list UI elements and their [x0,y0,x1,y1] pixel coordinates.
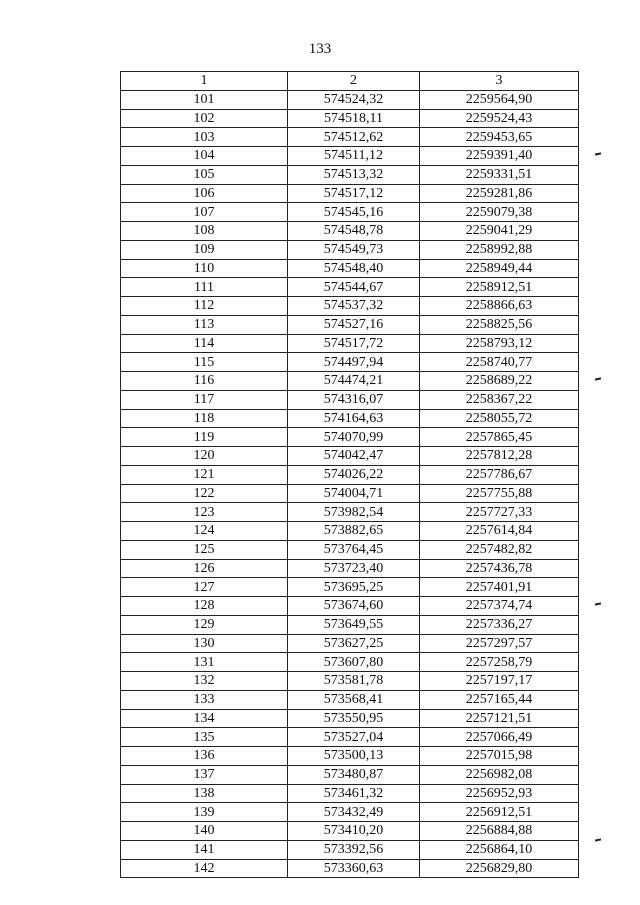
y-coordinate-cell: 2257121,51 [420,709,579,728]
x-coordinate-cell: 573695,25 [288,578,420,597]
point-number-cell: 141 [121,840,288,859]
y-coordinate-cell: 2258992,88 [420,240,579,259]
table-row [121,578,579,597]
point-number-cell: 107 [121,203,288,222]
table-body [121,90,579,878]
x-coordinate-cell: 574004,71 [288,484,420,503]
x-coordinate-cell: 573550,95 [288,709,420,728]
point-number-cell: 130 [121,634,288,653]
table-row [121,203,579,222]
table-row [121,747,579,766]
y-coordinate-cell: 2258866,63 [420,297,579,316]
x-coordinate-cell: 573480,87 [288,765,420,784]
table-row [121,822,579,841]
table-row [121,128,579,147]
table-row [121,840,579,859]
table-row [121,222,579,241]
y-coordinate-cell: 2259331,51 [420,165,579,184]
x-coordinate-cell: 574549,73 [288,240,420,259]
x-coordinate-cell: 574527,16 [288,315,420,334]
table-row [121,728,579,747]
point-number-cell: 120 [121,447,288,466]
table-row [121,765,579,784]
table-row [121,465,579,484]
header-cell-1: 1 [121,72,288,91]
x-coordinate-cell: 573527,04 [288,728,420,747]
point-number-cell: 113 [121,315,288,334]
y-coordinate-cell: 2258367,22 [420,390,579,409]
table-row [121,540,579,559]
point-number-cell: 110 [121,259,288,278]
table-row [121,334,579,353]
point-number-cell: 102 [121,109,288,128]
x-coordinate-cell: 574537,32 [288,297,420,316]
y-coordinate-cell: 2257865,45 [420,428,579,447]
y-coordinate-cell: 2257401,91 [420,578,579,597]
point-number-cell: 112 [121,297,288,316]
y-coordinate-cell: 2258055,72 [420,409,579,428]
y-coordinate-cell: 2257197,17 [420,672,579,691]
point-number-cell: 106 [121,184,288,203]
y-coordinate-cell: 2258793,12 [420,334,579,353]
x-coordinate-cell: 573581,78 [288,672,420,691]
x-coordinate-cell: 573674,60 [288,597,420,616]
table-row [121,109,579,128]
y-coordinate-cell: 2256829,80 [420,859,579,878]
x-coordinate-cell: 573627,25 [288,634,420,653]
page-number: 133 [308,41,332,57]
x-coordinate-cell: 574548,40 [288,259,420,278]
x-coordinate-cell: 574544,67 [288,278,420,297]
table-row [121,90,579,109]
header-row [121,72,579,91]
x-coordinate-cell: 573764,45 [288,540,420,559]
point-number-cell: 109 [121,240,288,259]
y-coordinate-cell: 2259391,40 [420,147,579,166]
point-number-cell: 104 [121,147,288,166]
table-row [121,165,579,184]
y-coordinate-cell: 2258825,56 [420,315,579,334]
point-number-cell: 125 [121,540,288,559]
y-coordinate-cell: 2257297,57 [420,634,579,653]
y-coordinate-cell: 2259079,38 [420,203,579,222]
table-row [121,297,579,316]
y-coordinate-cell: 2257755,88 [420,484,579,503]
x-coordinate-cell: 574316,07 [288,390,420,409]
table-row [121,484,579,503]
x-coordinate-cell: 573607,80 [288,653,420,672]
x-coordinate-cell: 573410,20 [288,822,420,841]
x-coordinate-cell: 574042,47 [288,447,420,466]
table-row [121,447,579,466]
table-row [121,259,579,278]
point-number-cell: 140 [121,822,288,841]
point-number-cell: 135 [121,728,288,747]
point-number-cell: 139 [121,803,288,822]
table-row [121,409,579,428]
y-coordinate-cell: 2257258,79 [420,653,579,672]
point-number-cell: 118 [121,409,288,428]
point-number-cell: 108 [121,222,288,241]
x-coordinate-cell: 573882,65 [288,522,420,541]
x-coordinate-cell: 573392,56 [288,840,420,859]
table-row [121,672,579,691]
y-coordinate-cell: 2257614,84 [420,522,579,541]
table-row [121,653,579,672]
y-coordinate-cell: 2259564,90 [420,90,579,109]
margin-mark [595,377,601,380]
table-row [121,634,579,653]
y-coordinate-cell: 2257786,67 [420,465,579,484]
y-coordinate-cell: 2256884,88 [420,822,579,841]
point-number-cell: 129 [121,615,288,634]
x-coordinate-cell: 574513,32 [288,165,420,184]
table-row [121,709,579,728]
point-number-cell: 133 [121,690,288,709]
x-coordinate-cell: 574517,72 [288,334,420,353]
x-coordinate-cell: 573982,54 [288,503,420,522]
point-number-cell: 124 [121,522,288,541]
table-row [121,859,579,878]
x-coordinate-cell: 573461,32 [288,784,420,803]
point-number-cell: 114 [121,334,288,353]
table-row [121,559,579,578]
x-coordinate-cell: 574026,22 [288,465,420,484]
point-number-cell: 132 [121,672,288,691]
x-coordinate-cell: 573649,55 [288,615,420,634]
point-number-cell: 122 [121,484,288,503]
x-coordinate-cell: 573432,49 [288,803,420,822]
point-number-cell: 126 [121,559,288,578]
y-coordinate-cell: 2258912,51 [420,278,579,297]
header-cell-2: 2 [288,72,420,91]
y-coordinate-cell: 2257812,28 [420,447,579,466]
point-number-cell: 103 [121,128,288,147]
point-number-cell: 116 [121,372,288,391]
table-row [121,315,579,334]
table-row [121,503,579,522]
table-row [121,278,579,297]
table-row [121,428,579,447]
point-number-cell: 119 [121,428,288,447]
y-coordinate-cell: 2259281,86 [420,184,579,203]
x-coordinate-cell: 573568,41 [288,690,420,709]
y-coordinate-cell: 2256864,10 [420,840,579,859]
y-coordinate-cell: 2259524,43 [420,109,579,128]
table-row [121,615,579,634]
point-number-cell: 136 [121,747,288,766]
y-coordinate-cell: 2258740,77 [420,353,579,372]
point-number-cell: 105 [121,165,288,184]
point-number-cell: 111 [121,278,288,297]
y-coordinate-cell: 2257165,44 [420,690,579,709]
table-row [121,372,579,391]
point-number-cell: 121 [121,465,288,484]
x-coordinate-cell: 574164,63 [288,409,420,428]
margin-mark [595,152,601,155]
point-number-cell: 101 [121,90,288,109]
x-coordinate-cell: 574070,99 [288,428,420,447]
y-coordinate-cell: 2258689,22 [420,372,579,391]
x-coordinate-cell: 574524,32 [288,90,420,109]
header-cell-3: 3 [420,72,579,91]
table-header [121,72,579,91]
table-row [121,353,579,372]
table-row [121,690,579,709]
table-row [121,147,579,166]
y-coordinate-cell: 2257436,78 [420,559,579,578]
point-number-cell: 127 [121,578,288,597]
y-coordinate-cell: 2259453,65 [420,128,579,147]
margin-mark [595,838,601,841]
y-coordinate-cell: 2256982,08 [420,765,579,784]
x-coordinate-cell: 574511,12 [288,147,420,166]
point-number-cell: 134 [121,709,288,728]
x-coordinate-cell: 574518,11 [288,109,420,128]
table-row [121,784,579,803]
y-coordinate-cell: 2257015,98 [420,747,579,766]
y-coordinate-cell: 2257482,82 [420,540,579,559]
point-number-cell: 123 [121,503,288,522]
table-row [121,522,579,541]
x-coordinate-cell: 574474,21 [288,372,420,391]
y-coordinate-cell: 2257374,74 [420,597,579,616]
table-row [121,803,579,822]
table-row [121,597,579,616]
y-coordinate-cell: 2257066,49 [420,728,579,747]
point-number-cell: 131 [121,653,288,672]
x-coordinate-cell: 574545,16 [288,203,420,222]
x-coordinate-cell: 573500,13 [288,747,420,766]
table-row [121,240,579,259]
coordinates-table [120,71,579,878]
y-coordinate-cell: 2259041,29 [420,222,579,241]
y-coordinate-cell: 2256912,51 [420,803,579,822]
x-coordinate-cell: 574517,12 [288,184,420,203]
x-coordinate-cell: 574512,62 [288,128,420,147]
table-row [121,390,579,409]
point-number-cell: 142 [121,859,288,878]
x-coordinate-cell: 573360,63 [288,859,420,878]
y-coordinate-cell: 2257727,33 [420,503,579,522]
x-coordinate-cell: 574548,78 [288,222,420,241]
point-number-cell: 128 [121,597,288,616]
margin-mark [595,602,601,605]
point-number-cell: 117 [121,390,288,409]
point-number-cell: 137 [121,765,288,784]
table-row [121,184,579,203]
x-coordinate-cell: 573723,40 [288,559,420,578]
y-coordinate-cell: 2257336,27 [420,615,579,634]
point-number-cell: 115 [121,353,288,372]
x-coordinate-cell: 574497,94 [288,353,420,372]
y-coordinate-cell: 2256952,93 [420,784,579,803]
point-number-cell: 138 [121,784,288,803]
y-coordinate-cell: 2258949,44 [420,259,579,278]
